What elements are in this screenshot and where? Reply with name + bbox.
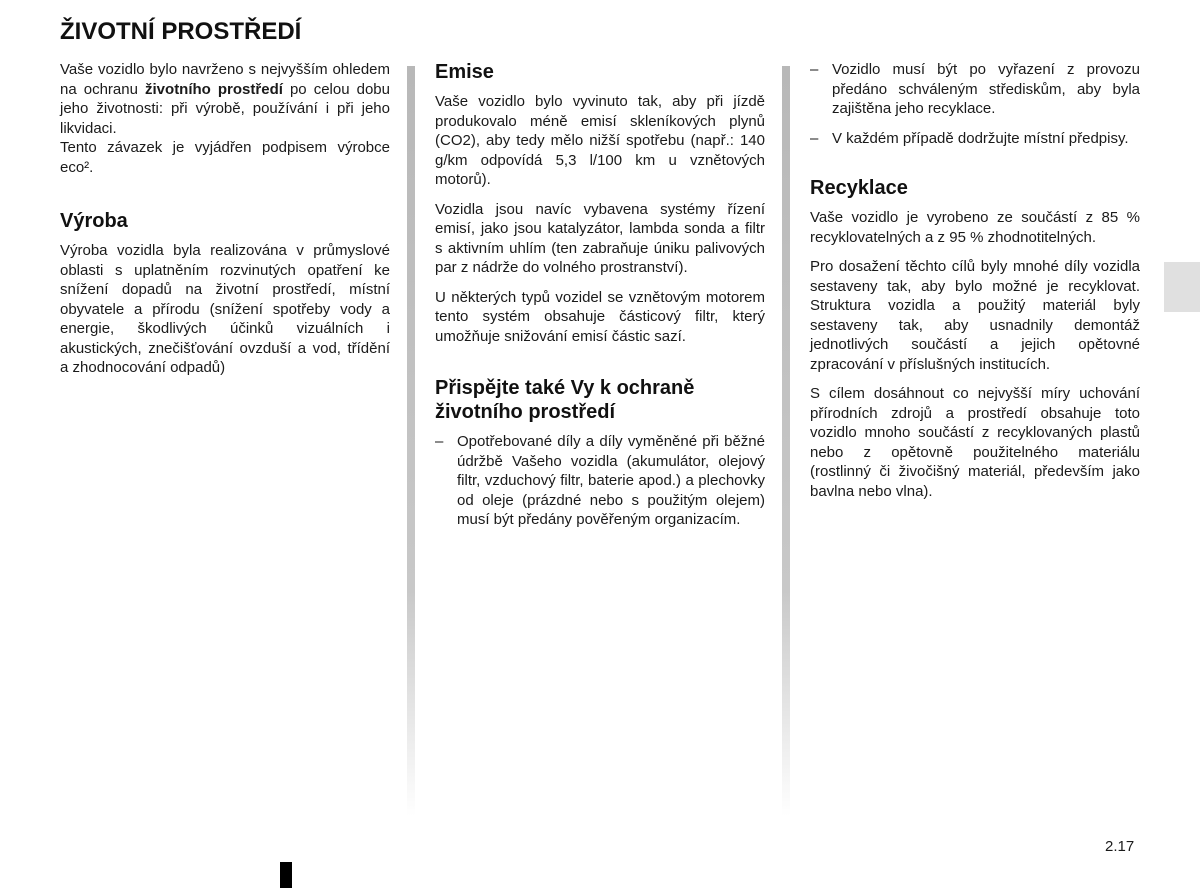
section-heading-recyklace: Recyklace — [810, 177, 908, 199]
section-heading-vyroba: Výroba — [60, 210, 128, 232]
column-middle — [435, 60, 765, 540]
intro-text-c: Tento závazek je vyjádřen podpisem výrobce eco². — [60, 139, 390, 176]
crop-mark — [280, 862, 292, 888]
column-divider-left — [407, 66, 415, 816]
emise-paragraph-3: U některých typů vozidel se vznětovým motorem tento systém obsahuje částicový filtr, který umožňuje snižování emisí částic sazí. — [435, 288, 765, 345]
recyklace-paragraph-1: Vaše vozidlo je vyrobeno ze součástí z 85 % recyklovatelných a z 95 % zhodnotitelných. — [810, 209, 1140, 246]
page-title: ŽIVOTNÍ PROSTŘEDÍ — [60, 18, 302, 45]
list-item-text: Vozidlo musí být po vyřazení z provozu předáno schváleným střediskům, aby byla zajištěna jeho recyklace. — [832, 61, 1140, 117]
column-right — [810, 60, 1140, 511]
chapter-tab-marker — [1164, 262, 1200, 312]
list-item — [435, 432, 765, 530]
recyklace-paragraph-2: Pro dosažení těchto cílů byly mnohé díly vozidla sestaveny tak, aby bylo možné je recyklovat. Struktura vozidla a použitý materiál byly sestaveny tak, aby usnadnily demontáž jednotlivých součástí a jejich opětovné zpracování v příslušných institucích. — [810, 258, 1140, 373]
intro-bold-text: životního prostředí — [145, 80, 283, 98]
list-item-text: Opotřebované díly a díly vyměněné při běžné údržbě Vašeho vozidla (akumulátor, olejový filtr, vzduchový filtr, baterie apod.) a plechovky od oleje (prázdné nebo s použitým olejem) musí být předány pověřeným organizacím. — [457, 433, 765, 528]
list-item — [810, 129, 1140, 149]
intro-text-a: Vaše vozidlo bylo navrženo s nejvyšším ohledem na ochranu — [60, 61, 390, 98]
list-dash: – — [810, 129, 819, 147]
section-heading-emise: Emise — [435, 61, 494, 83]
list-item — [810, 60, 1140, 119]
section-heading-prispejte: Přispějte také Vy k ochraně životního prostředí — [435, 377, 695, 423]
intro-text-b: po celou dobu jeho životnosti: při výrobě, používání i při jeho likvidaci. — [60, 80, 390, 137]
recyklace-paragraph-3: S cílem dosáhnout co nejvyšší míry uchování přírodních zdrojů a prostředí obsahuje toto vozidlo mnoho součástí z recyklovaných plastů nebo z opětovně použitelného materiálu (rostlinný či živočišný materiál, především jako bavlna nebo vlna). — [810, 385, 1140, 500]
vyroba-paragraph: Výroba vozidla byla realizována v průmyslové oblasti s uplatněním rozvinutých opatření ke snížení dopadů na životní prostředí, místní obyvatele a přírodu (snížení spotřeby vody a energie, škodlivých účinků vizuálních i akustických, znečišťování ovzduší a vod, třídění a zhodnocování odpadů) — [60, 242, 390, 376]
column-divider-right — [782, 66, 790, 816]
list-dash: – — [435, 433, 444, 450]
emise-paragraph-2: Vozidla jsou navíc vybavena systémy řízení emisí, jako jsou katalyzátor, lambda sonda a filtr s aktivním uhlím (ten zabraňuje úniku palivových par z nádrže do volného prostranství). — [435, 200, 765, 276]
list-item-text: V každém případě dodržujte místní předpisy. — [832, 129, 1129, 147]
list-dash: – — [810, 61, 819, 78]
emise-paragraph-1: Vaše vozidlo bylo vyvinuto tak, aby při jízdě produkovalo méně emisí skleníkových plynů (CO2), aby tedy mělo nižší spotřebu (např.: 140 g/km odpovídá 5,3 l/100 km u vznětových motorů). — [435, 93, 765, 188]
intro-paragraph — [60, 60, 390, 177]
page-number: 2.17 — [1105, 838, 1135, 855]
column-left — [60, 60, 390, 388]
